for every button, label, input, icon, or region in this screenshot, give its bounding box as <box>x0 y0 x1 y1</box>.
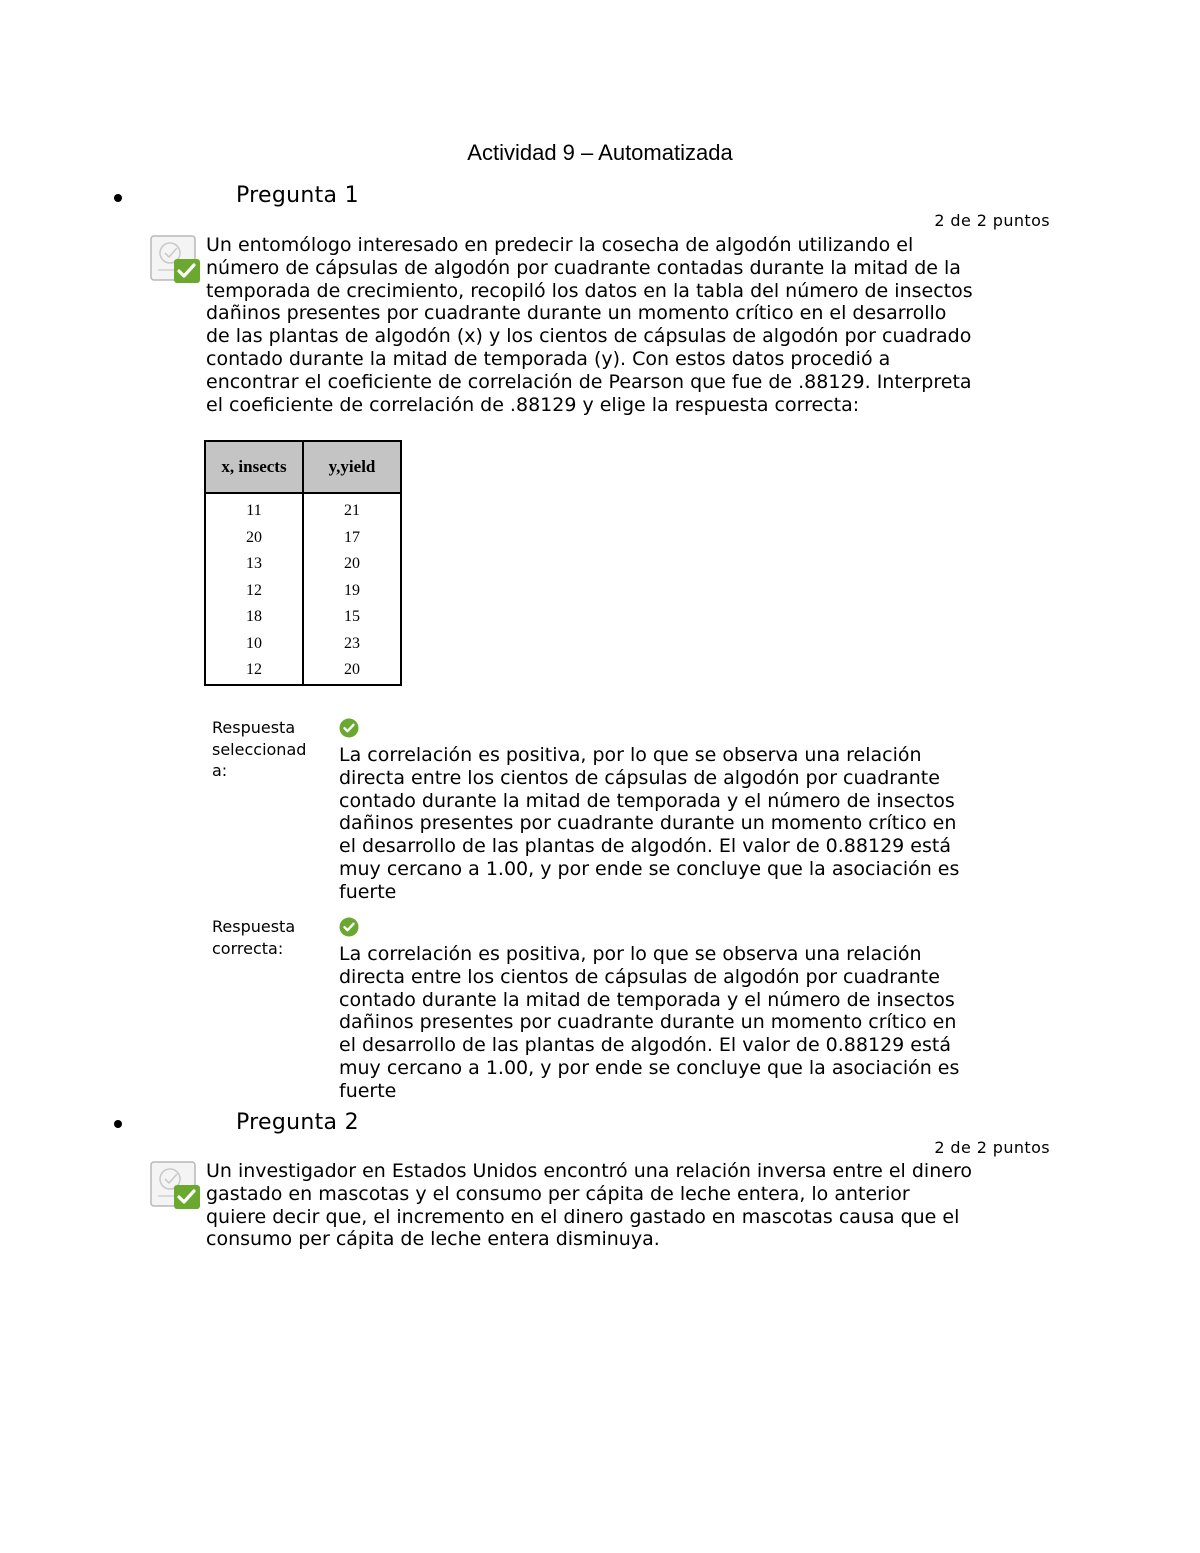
table-cell: 20 <box>205 525 303 552</box>
question-2-heading: Pregunta 2 <box>236 1110 359 1135</box>
table-cell: 21 <box>303 493 401 525</box>
data-table <box>204 440 402 686</box>
table-cell: 12 <box>205 578 303 605</box>
table-cell: 19 <box>303 578 401 605</box>
question-2-text: Un investigador en Estados Unidos encontró una relación inversa entre el dinero gastado en mascotas y el consumo per cápita de leche entera, lo anterior quiere decir que, el incremento en el dinero gastado en mascotas causa que el consumo per cápita de leche entera disminuya. <box>206 1160 972 1251</box>
table-cell: 12 <box>205 657 303 685</box>
question-1-points: 2 de 2 puntos <box>934 211 1050 230</box>
table-cell: 10 <box>205 631 303 658</box>
table-cell: 20 <box>303 551 401 578</box>
selected-answer-label: Respuesta seleccionad a: <box>212 718 307 780</box>
table-row <box>205 493 401 525</box>
graded-check-icon <box>150 1160 202 1212</box>
question-1-text: Un entomólogo interesado en predecir la cosecha de algodón utilizando el número de cápsulas de algodón por cuadrante contadas durante la mitad de la temporada de crecimiento, recopiló los datos en la tabla del número de insectos dañinos presentes por cuadrante durante un momento crítico en el desarrollo de las plantas de algodón (x) y los cientos de cápsulas de algodón por cuadrado contado durante la mitad de temporada (y). Con estos datos procedió a encontrar el coeficiente de correlación de Pearson que fue de .88129. Interpreta el coeficiente de correlación de .88129 y elige la respuesta correcta: <box>206 234 973 416</box>
table-cell: 17 <box>303 525 401 552</box>
question-2-points: 2 de 2 puntos <box>934 1138 1050 1157</box>
table-row <box>205 631 401 658</box>
list-bullet <box>114 1120 122 1128</box>
table-row <box>205 604 401 631</box>
table-cell: 23 <box>303 631 401 658</box>
question-1-heading: Pregunta 1 <box>236 183 359 208</box>
table-cell: 11 <box>205 493 303 525</box>
table-header-y: y,yield <box>303 441 401 493</box>
graded-check-icon <box>150 234 202 286</box>
table-row <box>205 657 401 685</box>
check-circle-icon <box>339 718 359 738</box>
page-title: Actividad 9 – Automatizada <box>467 140 733 165</box>
table-cell: 20 <box>303 657 401 685</box>
correct-answer-label: Respuesta correcta: <box>212 917 296 958</box>
table-cell: 13 <box>205 551 303 578</box>
table-row <box>205 578 401 605</box>
table-row <box>205 551 401 578</box>
table-cell: 18 <box>205 604 303 631</box>
table-header-x: x, insects <box>205 441 303 493</box>
check-circle-icon <box>339 917 359 937</box>
correct-answer-text: La correlación es positiva, por lo que se observa una relación directa entre los cientos de cápsulas de algodón por cuadrante contado durante la mitad de temporada y el número de insectos dañinos presentes por cuadrante durante un momento crítico en el desarrollo de las plantas de algodón. El valor de 0.88129 está muy cercano a 1.00, y por ende se concluye que la asociación es fuerte <box>339 943 960 1102</box>
table-cell: 15 <box>303 604 401 631</box>
table-row <box>205 525 401 552</box>
selected-answer-text: La correlación es positiva, por lo que se observa una relación directa entre los cientos de cápsulas de algodón por cuadrante contado durante la mitad de temporada y el número de insectos dañinos presentes por cuadrante durante un momento crítico en el desarrollo de las plantas de algodón. El valor de 0.88129 está muy cercano a 1.00, y por ende se concluye que la asociación es fuerte <box>339 744 960 903</box>
list-bullet <box>114 194 122 202</box>
